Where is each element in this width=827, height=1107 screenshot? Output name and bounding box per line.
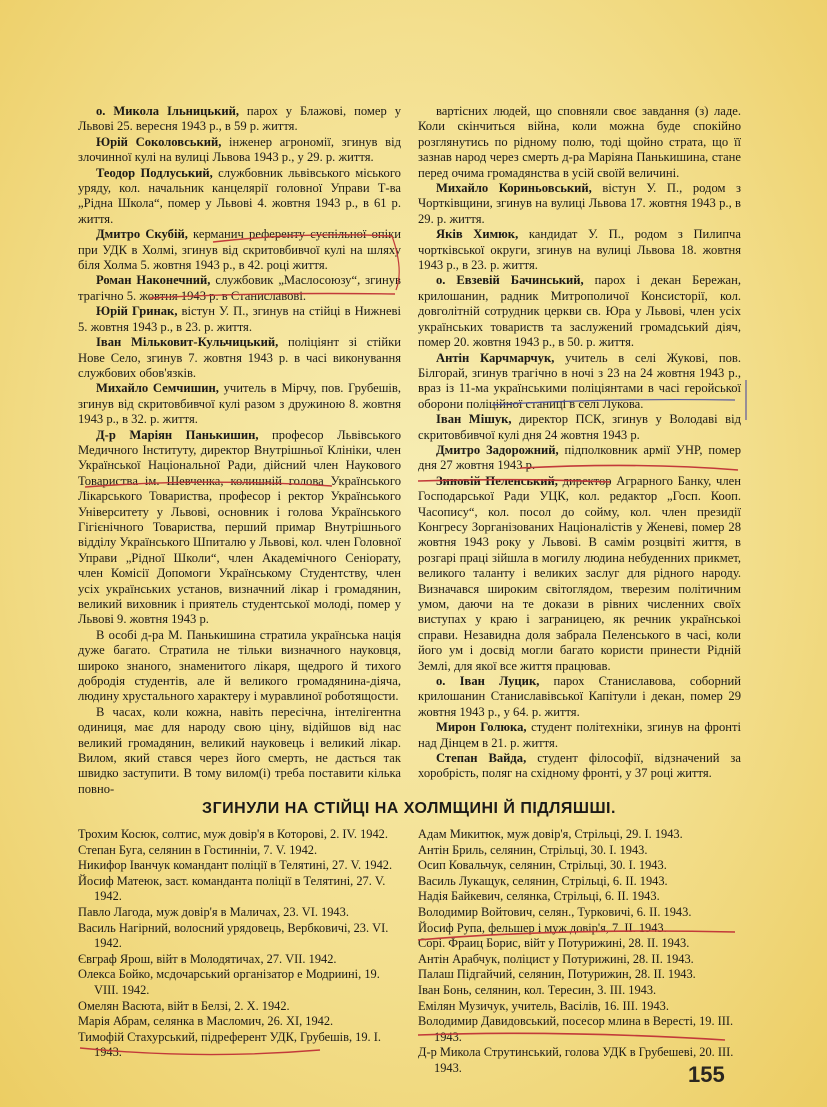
obituary-column-left xyxy=(78,104,401,797)
list-item: Емілян Музичук, учитель, Васілів, 16. III. 1943. xyxy=(418,998,669,1013)
list-item: Никифор Іванчук командант поліції в Телятині, 27. V. 1942. xyxy=(78,858,393,873)
obituary-paragraph xyxy=(78,705,401,797)
list-item: Іван Бонь, селянин, кол. Тересин, 3. III. 1943. xyxy=(418,982,657,997)
obituary-text: парох і декан Бережан, крилошанин, радник Митрополичої Консисторії, кол. довголітній сотрудник церкви св. Юра у Львові, член усіх українських товариств та заслужений громадський діяч, помер 20. жовтня 1943 р., в 50. р. життя. xyxy=(418,273,741,350)
person-name: Роман Наконечний, xyxy=(96,273,211,288)
list-item: Антін Арабчук, поліцист у Потурижині, 28. II. 1943. xyxy=(418,951,694,966)
obituary-paragraph xyxy=(418,181,741,227)
obituary-paragraph xyxy=(78,304,401,335)
list-item: Володимир Войтович, селян., Турковичі, 6. II. 1943. xyxy=(418,904,692,919)
list-item: Степан Буга, селянин в Гостинніи, 7. V. 1942. xyxy=(78,842,318,857)
obituary-paragraph xyxy=(78,381,401,427)
person-name: Яків Химюк, xyxy=(436,227,519,242)
obituary-column-right xyxy=(418,104,741,782)
obituary-text: керманич референту суспільної опіки при УДК в Холмі, згинув від скритовбивчої кулі на шляху біля Холма 5. жовтня 1943 р., в 42. році життя. xyxy=(78,227,402,273)
obituary-paragraph xyxy=(78,104,401,135)
obituary-paragraph xyxy=(418,104,741,181)
person-name: Юрій Соколовський, xyxy=(96,134,222,149)
person-name: о. Евзевій Бачинський, xyxy=(436,273,584,288)
obituary-text: учитель в Мірчу, пов. Грубешів, згинув від скритовбивчої кулі разом з дружиною 8. жовтня 1943 р., в 32. р. життя. xyxy=(78,381,402,427)
list-item: Йосиф Рупа, фельшер і муж довір'я, 7. II. 1943. xyxy=(418,920,667,935)
obituary-text: професор Львівського Медичного Інституту, директор Внутрішньої Клініки, член Української Національної Ради, дійсний член Наукового Товариства ім. Шевченка, колишній голова Українського Лікарського Товариства, професор і ректор Українського Університету у Львові, основник і голова Українського Гігієнічного Товариства, перший примар Внутрішнього відділу Українського Шпиталю у Львові, кол. член Головної Управи „Рідної Школи“, член Академічного Сеніорату, член Комісії Допомоги Українському Студентству, член усіх українських установ, визначний лікар і громадянин, великий виховник і приятель студентської молоді, помер у Львові 9. жовтня 1943 р. xyxy=(78,427,401,627)
person-name: Михайло Кориньовський, xyxy=(436,181,592,196)
obituary-text: службовик „Маслосоюзу“, згинув трагічно 5. жовтня 1943 р. в Станиславові. xyxy=(78,273,401,303)
person-name: Теодор Подлуський, xyxy=(96,165,213,180)
obituary-text: вістун У. П., згинув на стійці в Нижневі 5. жовтня 1943 р., в 23. р. життя. xyxy=(78,304,401,334)
list-item: Олекса Бойко, мсдочарський організатор е Модриині, 19. VIII. 1942. xyxy=(78,967,380,997)
list-item: Павло Лагода, муж довір'я в Маличах, 23. VI. 1943. xyxy=(78,904,349,919)
list-item: Василь Нагірний, волосний урядовець, Вербковичі, 23. VI. 1942. xyxy=(78,920,389,951)
obituary-paragraph xyxy=(418,351,741,413)
obituary-paragraph xyxy=(78,628,401,705)
obituary-text: учитель в селі Жукові, пов. Білгорай, згинув трагічно в ночі з 23 на 24 жовтня 1943 р., враз із 11-ма українськими поліціянтами в часі геройської оборони поліційної станиці в селі Лукова. xyxy=(418,350,742,411)
obituary-text: В особі д-ра М. Панькишина стратила українська нація дуже багато. Стратила не тільки визначного науковця, широко знаного, знаменитого лікаря, щедрого й тихого добродія студентів, але й великого громадянина-діяча, людину хрустального характеру і муравлиної роботящости. xyxy=(78,627,401,704)
list-item: Антін Бриль, селянин, Стрільці, 30. I. 1943. xyxy=(418,842,648,857)
list-item: Осип Ковальчук, селянин, Стрільці, 30. I. 1943. xyxy=(418,858,667,873)
list-item: Трохим Косюк, солтис, муж довір'я в Которові, 2. IV. 1942. xyxy=(78,827,388,841)
person-name: Антін Карчмарчук, xyxy=(436,350,555,365)
person-name: Іван Мільковит-Кульчицький, xyxy=(96,335,279,350)
person-name: о. Микола Ільницький, xyxy=(96,104,239,118)
list-item: Надія Байкевич, селянка, Стрільці, 6. II. 1943. xyxy=(418,889,660,904)
obituary-paragraph xyxy=(418,412,741,443)
list-item: Омелян Васюта, війт в Белзі, 2. X. 1942. xyxy=(78,998,290,1013)
obituary-paragraph xyxy=(418,273,741,350)
list-item: Євграф Ярош, війт в Молодятичах, 27. VII. 1942. xyxy=(78,951,337,966)
person-name: о. Іван Луцик, xyxy=(436,674,540,689)
obituary-paragraph xyxy=(418,443,741,474)
list-item: Йосиф Матеюк, заст. команданта поліції в Телятині, 27. V. 1942. xyxy=(78,873,386,904)
list-item: Василь Лукащук, селянин, Стрільці, 6. II. 1943. xyxy=(418,873,668,888)
obituary-text: вістун У. П., родом з Чортківщини, згинув на вулиці Львова 17. жовтня 1943 р., в 29. р. життя. xyxy=(418,181,741,226)
list-item: Марія Абрам, селянка в Масломич, 26. XI, 1942. xyxy=(78,1014,334,1029)
obituary-paragraph xyxy=(78,227,401,273)
list-item: Адам Микитюк, муж довір'я, Стрільці, 29. I. 1943. xyxy=(418,827,683,841)
list-item: Палаш Підгайчий, селянин, Потурижин, 28. II. 1943. xyxy=(418,967,696,982)
obituary-text: підполковник армії УНР, помер дня 27 жовтня 1943 р. xyxy=(418,442,741,473)
obituary-text: парох у Блажові, помер у Львові 25. вересня 1943 р., в 59 р. життя. xyxy=(78,104,401,134)
obituary-text: В часах, коли кожна, навіть пересічна, інтелігентна одиниця, має для народу свою ціну, відійшов від нас великий громадянин, великий науковець і великий лікар. Вилом, який стався через його смерть, не дасться так швидко заступити. В тому вилом(і) треба поставити кілька повно- xyxy=(78,704,401,796)
obituary-paragraph xyxy=(78,166,401,228)
obituary-text: службовник львівського міського уряду, кол. начальник канцелярії головної Управи Т-ва „Рідна Школа“, помер у Львові 4. жовтня 1943 р., в 61 р. життя. xyxy=(78,165,401,226)
obituary-paragraph xyxy=(418,474,741,674)
obituary-text: студент політехніки, згинув на фронті над Дінцем в 21. р. життя. xyxy=(418,720,741,750)
list-item: Володимир Давидовський, посесор млина в Вересті, 19. III. 1943. xyxy=(418,1014,734,1044)
obituary-paragraph xyxy=(418,227,741,273)
obituary-text: вартісних людей, що сповняли своє завдання (з) ладе. Коли скінчиться війна, коли можна буде спокійно розглянутись по рідному полю, тоді щойно страта, що її зазнав народ через смерть д-ра Маріяна Панькишина, стане перед очима громадянства в усій своїй величині. xyxy=(418,104,741,180)
person-name: Степан Вайда, xyxy=(436,751,527,766)
obituary-text: парох Станиславова, соборний крилошанин Станиславівської Капітули і декан, помер 29 жовтня 1943 р., у 64. р. життя. xyxy=(418,674,741,719)
list-item: Сорі. Фраиц Борис, війт у Потурижині, 28. II. 1943. xyxy=(418,936,690,951)
person-name: Зиновій Пеленський, xyxy=(436,473,558,488)
person-name: Дмитро Скубій, xyxy=(96,227,188,242)
obituary-paragraph xyxy=(418,751,741,782)
obituary-text: директор Аграрного Банку, член Господарської Ради УЦК, кол. редактор „Госп. Кооп. Часопису“, кол. посол до сойму, кол. член президії Конгресу Зорганізованих Націоналістів у Женеві, помер 28 жовтня 1943 року у Львові. В самім розцвіті життя, в розгарі праці зійшла в могилу людина небуденних прикмет, великого таланту і великих заслуг для рідного народу. Визначався широким світоглядом, тверезим політичним умом, даючи на те докази в рівних численних своїх виступах у краю і заграницею, як речник українськоі справи. Незавидна доля забрала Пеленського в часі, коли його ум і досвід могли багато користи принести Рідній Землі, для якої все життя працював. xyxy=(418,473,742,673)
person-name: Д-р Маріян Панькишин, xyxy=(96,427,259,442)
person-name: Михайло Семчишин, xyxy=(96,381,219,396)
obituary-text: інженер агрономії, згинув від злочинної кулі на вулиці Львова 1943 р., у 29. р. життя. xyxy=(78,134,402,165)
person-name: Іван Мішук, xyxy=(436,412,512,427)
obituary-text: директор ПСК, згинув у Володаві від скритовбивчої кулі дня 24 жовтня 1943 р. xyxy=(418,412,741,442)
obituary-paragraph xyxy=(78,428,401,628)
obituary-text: студент філософії, відзначений за хоробрість, поляг на східному фронті, у 37 році життя. xyxy=(418,751,742,781)
obituary-paragraph xyxy=(78,335,401,381)
obituary-text: кандидат У. П., родом з Пилипча чортківської округи, згинув на вулиці Львова 18. жовтня 1943 р., в 23. р. життя. xyxy=(418,227,741,273)
obituary-text: поліціянт зі стійки Нове Село, згинув 7. жовтня 1943 р. в часі виконування службових обов'язків. xyxy=(78,335,401,380)
casualty-list-left xyxy=(78,827,403,1061)
obituary-paragraph xyxy=(78,135,401,166)
obituary-paragraph xyxy=(78,273,401,304)
obituary-paragraph xyxy=(418,720,741,751)
person-name: Дмитро Задорожний, xyxy=(436,442,559,457)
casualty-list-right xyxy=(418,827,740,1077)
page-number: 155 xyxy=(688,1062,725,1087)
person-name: Мирон Голюка, xyxy=(436,720,527,735)
list-item: Д-р Микола Струтинський, голова УДК в Грубешеві, 20. III. 1943. xyxy=(418,1045,734,1075)
obituary-paragraph xyxy=(418,674,741,720)
person-name: Юрій Гринак, xyxy=(96,304,178,319)
list-item: Тимофій Стахурський, підреферент УДК, Грубешів, 19. I. 1943. xyxy=(78,1029,381,1060)
section-heading: ЗГИНУЛИ НА СТІЙЦІ НА ХОЛМЩИНІ Й ПІДЛЯШШІ. xyxy=(202,800,616,817)
